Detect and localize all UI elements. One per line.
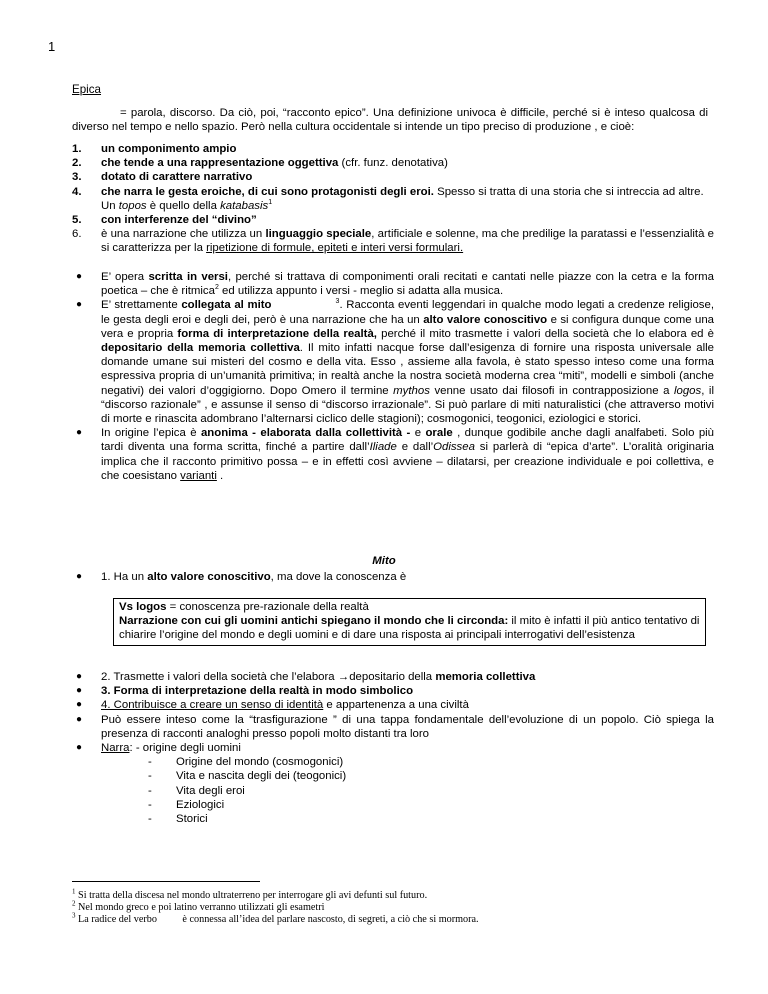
list-item: 4. che narra le gesta eroiche, di cui sono protagonisti degli eroi. Spesso si tratta di una storia che si intreccia ad altre. Un topos è quello della katabasis$^1$ [72,185,704,212]
footnote: $^1$ Si tratta della discesa nel mondo ultraterreno per interrogare gli avi defunti sul futuro. [72,887,428,901]
footnote: $^2$ Nel mondo greco e poi latino verranno utilizzati gli esametri [72,899,325,913]
definition-list [72,142,714,256]
list-item: ● 1. Ha un alto valore conoscitivo, ma dove la conoscenza è [76,571,407,583]
section-title: Epica [72,83,102,96]
list-item: - Vita e nascita degli dei (teogonici) [148,770,347,783]
intro-paragraph: = parola, discorso. Da ciò, poi, “racconto epico”. Una definizione univoca è difficile, perché si è inteso qualcosa di diverso nel tempo e nello spazio. Però nella cultura occidentale si intende un tipo preciso di produzione , e cioè: [72,107,708,134]
list-item: 1. un componimento ampio [72,143,237,155]
list-item: ● Può essere inteso come la “trasfigurazione ” di una tappa fondamentale dell’evoluzione di un popolo. Ciò spiega la presenza di racconti analoghi presso popoli molto distanti tra loro [76,713,714,740]
mito-heading: Mito [372,555,396,567]
logos-box: Vs logos = conoscenza pre-razionale della realtà Narrazione con cui gli uomini antichi spiegano il mondo che li circonda: il mito è infatti il più antico tentativo di chiarire l’origine del mondo e degli uomini e di dare una risposta ai principali interrogativi dell’esistenza [113,598,706,646]
mito-bullet-1 [72,570,714,584]
list-item: 5. con interferenze del “divino” [72,214,257,227]
list-item: ● 4. Contribuisce a creare un senso di identità e appartenenza a una civiltà [76,699,469,712]
list-item: - Vita degli eroi [148,784,245,797]
footnote: $^3$ La radice del verbo è connessa all’idea del parlare nascosto, di segreti, a ciò che si mormora. [72,911,479,925]
narra-sublist [101,755,714,826]
list-item: ● 3. Forma di interpretazione della realtà in modo simbolico [76,685,414,698]
epica-bullets [72,270,714,483]
list-item: 3. dotato di carattere narrativo [72,171,253,184]
list-item: - Storici [148,813,208,826]
list-item: - Eziologici [148,798,225,811]
page-number: 1 [48,39,56,54]
list-item: ● 2. Trasmette i valori della società che l’elabora →depositario della memoria collettiva [76,671,536,683]
footnote-separator [72,881,260,882]
list-item: ● E’ opera scritta in versi, perché si trattava di componimenti orali recitati e cantati nelle piazze con la cetra e la forma poetica – che è ritmica$^2$ ed utilizza appunto i versi - meglio si adatta alla musica. [76,271,714,298]
list-item: ● In origine l’epica è anonima - elaborata dalla collettività - e orale , dunque godibile anche dagli analfabeti. Solo più tardi diventa una forma scritta, finché a partire dall’Iliade e dall’Odissea si parlerà di “epica d’arte”. L’oralità originaria implica che il racconto primitivo possa – e in effetti così avviene – dilatarsi, per creazione individuale e poi collettiva, e che coesistano varianti . [76,427,715,482]
list-item: ● E’ strettamente collegata al mito $^3$. Racconta eventi leggendari in qualche modo legati a credenze religiose, le gesta degli eroi e degli dei, però è una narrazione che ha un alto valore conoscitivo e si configura dunque come una vera e propria forma di interpretazione della realtà, perché il mito trasmette i valori della società che lo elabora ed è depositario della memoria collettiva. Il mito infatti nacque forse dall’esigenza di fornire una risposta universale alle domande umane sui misteri del cosmo e della vita. Esso , assieme alla favola, è stato spesso inteso come una forma espressiva propria di un’umanità primitiva; in realtà anche la nostra società moderna crea “miti”, modelli e simboli (anche negativi) dei valori d’oggigiorno. Dopo Omero il termine mythos venne usato dai filosofi in contrapposizione a logos, il “discorso razionale” , e assunse il senso di “discorso irrazionale”. Si può parlare di miti naturalistici (che attraverso motivi di morte e rinascita adombrano l’alternarsi ciclico delle stagioni); cosmogonici, teogonici, eziologici e storici. [76,298,715,426]
list-item: 2. che tende a una rappresentazione oggettiva (cfr. funz. denotativa) [72,157,448,170]
list-item: 6. è una narrazione che utilizza un linguaggio speciale, artificiale e solenne, ma che predilige la paratassi e l’essenzialità e si caratterizza per la ripetizione di formule, epiteti e interi versi formulari. [72,228,714,255]
arrow-icon: → [337,671,350,683]
list-item: - Origine del mondo (cosmogonici) [148,756,344,769]
list-item: ● Narra: - origine degli uomini - Origine del mondo (cosmogonici) - Vita e nascita degli dei (teogonici) - Vita degli eroi - Eziologici - Storici [72,741,714,826]
mito-bullets [72,670,714,826]
